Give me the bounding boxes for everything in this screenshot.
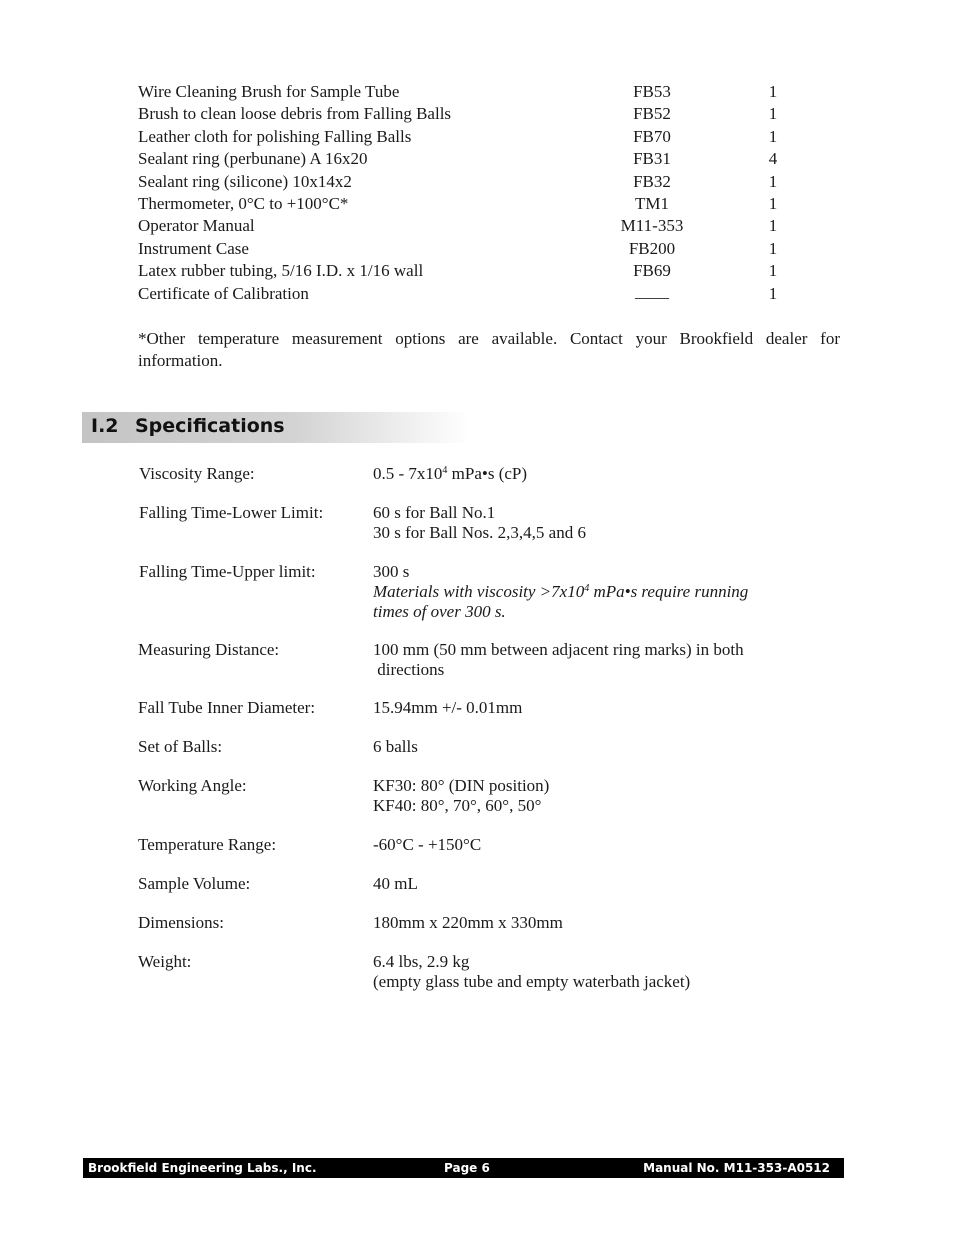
spec-value-line: 180mm x 220mm x 330mm xyxy=(373,913,563,932)
spec-value xyxy=(373,835,803,855)
part-description: Sealant ring (perbunane) A 16x20 xyxy=(138,149,368,169)
parts-row xyxy=(138,283,798,305)
spec-value-line: 60 s for Ball No.1 xyxy=(373,503,496,522)
part-number: FB69 xyxy=(633,261,671,281)
spec-value-line: KF30: 80° (DIN position) xyxy=(373,776,550,795)
spec-label: Sample Volume: xyxy=(138,874,251,893)
spec-value xyxy=(373,913,803,933)
footer-page-number: Page 6 xyxy=(444,1161,490,1175)
spec-value-line: 15.94mm +/- 0.01mm xyxy=(373,698,523,717)
part-number: M11-353 xyxy=(620,216,684,236)
part-number: FB70 xyxy=(633,126,671,146)
spec-label: Weight: xyxy=(138,952,192,971)
parts-list xyxy=(138,81,798,305)
spec-value-line: 40 mL xyxy=(373,874,418,893)
viscosity-exponent: 4 xyxy=(442,465,448,476)
part-quantity: 1 xyxy=(768,193,778,213)
spec-value xyxy=(373,640,803,680)
part-quantity: 1 xyxy=(768,171,778,191)
upper-note-exponent: 4 xyxy=(584,583,590,594)
parts-row xyxy=(138,215,798,237)
spec-label: Fall Tube Inner Diameter: xyxy=(138,698,316,717)
part-quantity: 4 xyxy=(768,149,778,169)
spec-value-line: 6.4 lbs, 2.9 kg xyxy=(373,952,470,971)
part-description: Leather cloth for polishing Falling Balls xyxy=(138,126,412,146)
parts-row xyxy=(138,238,798,260)
page-footer xyxy=(83,1158,844,1178)
section-title: Specifications xyxy=(135,415,285,437)
section-number: I.2 xyxy=(91,415,119,437)
spec-value xyxy=(373,503,803,543)
part-quantity: 1 xyxy=(768,82,778,101)
part-description: Sealant ring (silicone) 10x14x2 xyxy=(138,171,352,191)
part-number: FB200 xyxy=(628,238,676,258)
part-description: Brush to clean loose debris from Falling Balls xyxy=(138,104,452,124)
spec-value-line: 300 s xyxy=(373,562,410,581)
part-description: Certificate of Calibration xyxy=(138,283,309,303)
spec-value-line: -60°C - +150°C xyxy=(373,835,482,854)
spec-label: Working Angle: xyxy=(138,776,247,795)
part-description: Latex rubber tubing, 5/16 I.D. x 1/16 wall xyxy=(138,261,424,281)
spec-value-line: directions xyxy=(373,660,445,679)
spec-value xyxy=(373,874,803,894)
spec-value xyxy=(373,464,803,484)
part-quantity: 1 xyxy=(768,126,778,146)
parts-row xyxy=(138,103,798,125)
spec-value xyxy=(373,698,803,718)
part-number: FB32 xyxy=(633,171,671,191)
spec-value-line: (empty glass tube and empty waterbath jacket) xyxy=(373,972,691,991)
footer-manual-number: Manual No. M11-353-A0512 xyxy=(643,1161,830,1175)
part-number: ____ xyxy=(635,281,669,301)
spec-label: Temperature Range: xyxy=(138,835,277,854)
parts-row xyxy=(138,171,798,193)
upper-note-line2: times of over 300 s. xyxy=(373,602,506,621)
part-description: Operator Manual xyxy=(138,216,255,236)
part-quantity: 1 xyxy=(768,283,778,303)
part-number: FB31 xyxy=(633,149,671,169)
section-header xyxy=(82,412,470,443)
spec-value-line: 30 s for Ball Nos. 2,3,4,5 and 6 xyxy=(373,523,586,542)
part-description: Wire Cleaning Brush for Sample Tube xyxy=(138,82,400,101)
part-number: FB53 xyxy=(633,82,671,101)
part-number: FB52 xyxy=(633,104,671,124)
parts-row xyxy=(138,148,798,170)
footer-company: Brookfield Engineering Labs., Inc. xyxy=(88,1161,317,1175)
part-description: Thermometer, 0°C to +100°C* xyxy=(138,193,349,213)
parts-row xyxy=(138,260,798,282)
part-description: Instrument Case xyxy=(138,238,249,258)
part-number: TM1 xyxy=(635,193,669,213)
part-quantity: 1 xyxy=(768,238,778,258)
spec-value xyxy=(373,562,803,622)
spec-value-line: KF40: 80°, 70°, 60°, 50° xyxy=(373,796,542,815)
parts-row xyxy=(138,81,798,103)
viscosity-unit: mPa•s (cP) xyxy=(447,464,528,483)
spec-label: Falling Time-Upper limit: xyxy=(139,562,316,581)
part-quantity: 1 xyxy=(768,261,778,281)
spec-label: Dimensions: xyxy=(138,913,224,932)
parts-row xyxy=(138,126,798,148)
viscosity-base: 0.5 - 7x10 xyxy=(373,464,443,483)
spec-value-line: 6 balls xyxy=(373,737,418,756)
spec-value xyxy=(373,776,803,816)
spec-value xyxy=(373,737,803,757)
spec-value xyxy=(373,952,803,992)
part-quantity: 1 xyxy=(768,104,778,124)
temperature-footnote: *Other temperature measurement options are available. Contact your Brookfield dealer for information. xyxy=(138,329,840,370)
spec-label: Viscosity Range: xyxy=(139,464,255,483)
spec-label: Falling Time-Lower Limit: xyxy=(139,503,324,522)
part-quantity: 1 xyxy=(768,216,778,236)
spec-label: Set of Balls: xyxy=(138,737,223,756)
spec-label: Measuring Distance: xyxy=(138,640,280,659)
upper-note-pre: Materials with viscosity >7x10 xyxy=(373,582,585,601)
upper-note-post: mPa•s require running xyxy=(589,582,749,601)
spec-value-line: 100 mm (50 mm between adjacent ring marks) in both xyxy=(373,640,744,659)
parts-row xyxy=(138,193,798,215)
